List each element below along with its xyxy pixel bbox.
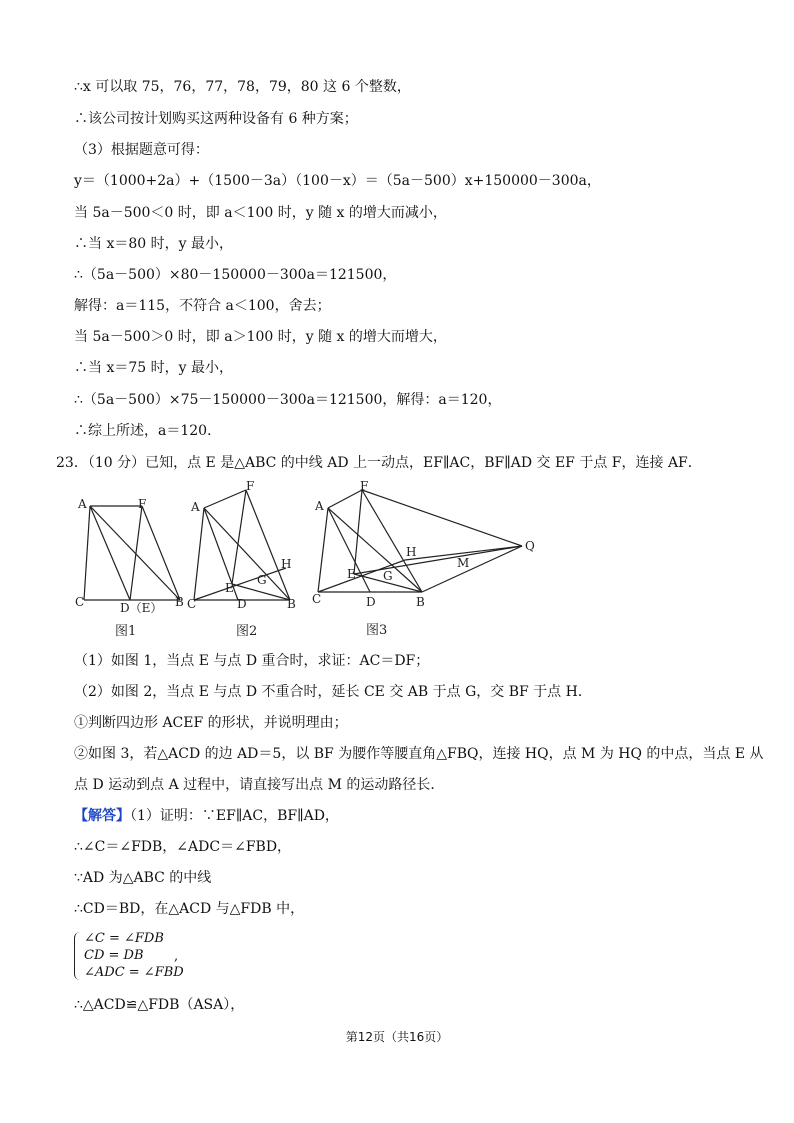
fig3-label-F: F	[360, 479, 369, 493]
fig2-label-A: A	[191, 500, 200, 514]
brace-symbol	[74, 932, 81, 980]
fig3-label-C: C	[312, 592, 322, 606]
segment-AB	[90, 506, 180, 600]
solution-label: 【解答】	[74, 808, 130, 824]
fig3-label-M: M	[457, 556, 470, 570]
segment-FB	[246, 490, 290, 600]
fig3-label-A: A	[315, 499, 324, 513]
solution-line-1: （1）证明：∵EF∥AC，BF∥AD，	[130, 808, 339, 824]
solution-line-2: ∴∠C＝∠FDB，∠ADC＝∠FBD，	[74, 839, 292, 855]
solution-line: ∴（5a－500）×80－150000－300a＝121500，	[74, 267, 397, 283]
solution-line: ∴当 x＝80 时，y 最小，	[74, 236, 233, 252]
fig3-label-Q: Q	[525, 539, 535, 553]
page-footer: 第12页（共16页）	[345, 1030, 449, 1044]
fig3-label-E: E	[347, 567, 356, 581]
brace-rows	[84, 930, 184, 981]
segment-AB	[204, 508, 290, 600]
question-sub-2-line-2: 点 D 运动到点 A 过程中，请直接写出点 M 的运动路径长．	[74, 777, 445, 793]
solution-line: ∴x 可以取 75，76，77，78，79，80 这 6 个整数，	[74, 79, 411, 95]
fig2-label-F: F	[246, 479, 255, 493]
fig2-label-G: G	[257, 573, 267, 587]
segment-EQ	[354, 546, 522, 574]
question-part-1: （1）如图 1，当点 E 与点 D 重合时，求证：AC＝DF；	[74, 653, 430, 669]
solution-line: ∴综上所述，a＝120．	[74, 423, 222, 439]
segment-BQ	[422, 546, 522, 592]
fig2-caption: 图2	[236, 624, 258, 639]
brace-comma: ,	[174, 949, 179, 964]
fig1-caption: 图1	[115, 624, 137, 639]
solution-line: 当 5a－500＜0 时，即 a＜100 时，y 随 x 的增大而减小，	[74, 205, 447, 221]
fig3-label-G: G	[383, 569, 393, 583]
brace-row: ∠ADC = ∠FBD	[84, 965, 184, 980]
fig2-label-E: E	[225, 581, 234, 595]
segment-FB	[142, 506, 180, 600]
solution-line: ∴（5a－500）×75－150000－300a＝121500，解得：a＝120，	[74, 392, 502, 408]
fig2-label-B: B	[287, 597, 296, 611]
figure-1	[84, 506, 180, 600]
segment-FD	[130, 506, 142, 600]
figure-2	[194, 490, 290, 600]
question-part-2: （2）如图 2，当点 E 与点 D 不重合时，延长 CE 交 AB 于点 G，交 BF 于点 H．	[74, 684, 592, 700]
geometry-figures	[60, 472, 560, 644]
fig3-caption: 图3	[366, 623, 388, 638]
brace-row: CD = DB	[84, 948, 144, 963]
segment-AC	[318, 508, 328, 592]
fig3-label-H: H	[406, 545, 417, 559]
segment-FQ	[362, 490, 522, 546]
segment-AC	[194, 508, 204, 600]
solution-line: y＝（1000+2a）+（1500－3a）（100－x）＝（5a－500）x+150000－300a，	[74, 173, 601, 189]
fig1-label-DE: D（E）	[120, 601, 163, 615]
segment-AD	[90, 506, 130, 600]
question-sub-2-line-1: ②如图 3，若△ACD 的边 AD＝5，以 BF 为腰作等腰直角△FBQ，连接 HQ，点 M 为 HQ 的中点，当点 E 从	[74, 746, 764, 762]
fig1-label-F: F	[138, 497, 147, 511]
solution-line: ∴当 x＝75 时，y 最小，	[74, 360, 233, 376]
segment-AC	[84, 506, 90, 600]
figures	[60, 472, 560, 644]
solution-intro	[74, 807, 339, 825]
brace-row: ∠C = ∠FDB	[84, 931, 164, 946]
solution-line-4: ∴CD＝BD，在△ACD 与△FDB 中，	[74, 901, 305, 917]
fig1-label-C: C	[75, 595, 85, 609]
fig1-label-A: A	[78, 497, 87, 511]
problem-statement: 23．（10 分）已知，点 E 是△ABC 的中线 AD 上一动点，EF∥AC，BF∥AD 交 EF 于点 F，连接 AF．	[56, 455, 702, 471]
congruence-system	[74, 930, 184, 981]
fig3-label-B: B	[416, 595, 425, 609]
fig2-label-C: C	[187, 597, 197, 611]
solution-line: 当 5a－500＞0 时，即 a＞100 时，y 随 x 的增大而增大，	[74, 329, 447, 345]
fig2-label-D: D	[237, 597, 247, 611]
segment-AF	[204, 490, 246, 508]
solution-line: （3）根据题意可得：	[74, 142, 209, 158]
fig3-label-D: D	[366, 595, 376, 609]
segment-AF	[328, 490, 362, 508]
solution-line-3: ∵AD 为△ABC 的中线	[74, 870, 212, 886]
solution-line: 解得：a＝115，不符合 a＜100，舍去；	[74, 298, 331, 314]
question-sub-1: ①判断四边形 ACEF 的形状，并说明理由；	[74, 715, 348, 731]
fig2-label-H: H	[281, 557, 292, 571]
segment-FE	[232, 490, 246, 584]
solution-line: ∴该公司按计划购买这两种设备有 6 种方案；	[74, 111, 358, 127]
solution-line-5: ∴△ACD≌△FDB（ASA），	[74, 997, 245, 1013]
fig1-label-B: B	[175, 595, 184, 609]
